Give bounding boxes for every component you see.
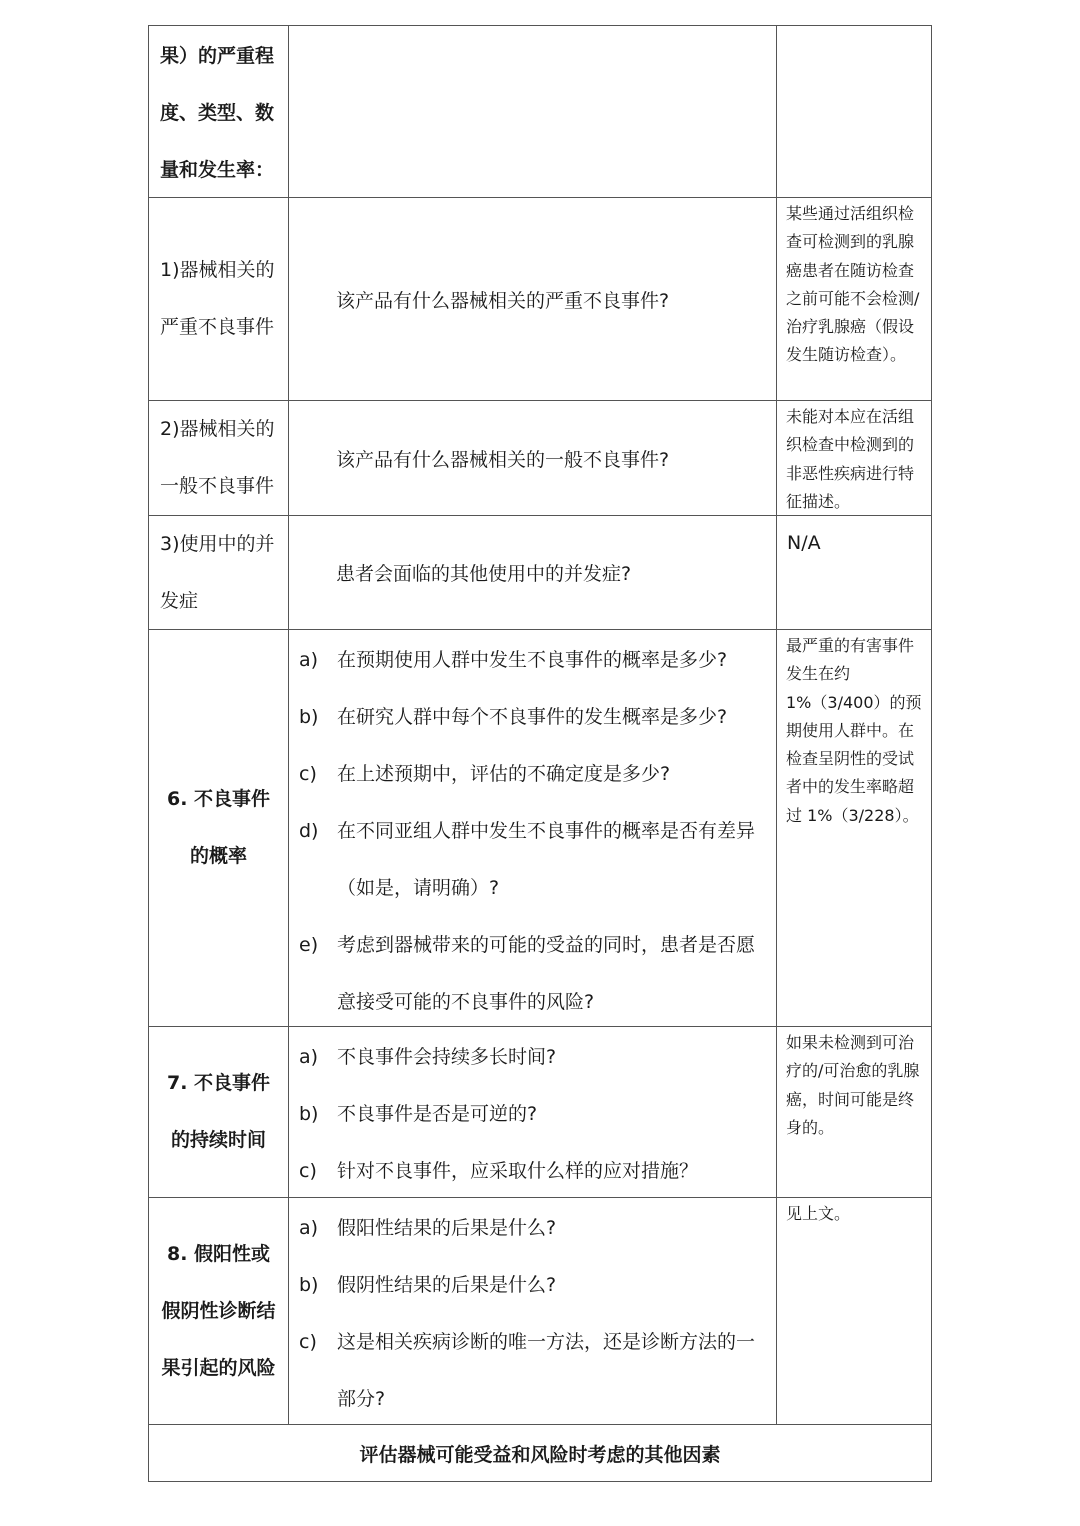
row-header: 3)使用中的并 发症 [149,516,289,629]
table-row-general-adverse [148,400,932,515]
table-row-severity [148,25,932,197]
row-header: 2)器械相关的 一般不良事件 [149,401,289,515]
question-cell [289,516,777,629]
note-cell: 某些通过活组织检查可检测到的乳腺癌患者在随访检查之前可能不会检测/治疗乳腺癌（假设发生随访检查）。 [786,204,920,365]
row-header: 8. 假阳性或 假阴性诊断结 果引起的风险 [149,1198,289,1424]
note-cell: 最严重的有害事件发生在约 1%（3/400）的预期使用人群中。在检查呈阴性的受试者中的发生率略超过 1%（3/228）。 [786,636,922,825]
row-header: 果）的严重程 度、类型、数 量和发生率： [149,26,289,197]
question-cell [289,401,777,515]
list-item: c) 在上述预期中，评估的不确定度是多少? [299,763,671,785]
table-row-footer [148,1424,932,1482]
table-row-serious-adverse [148,197,932,400]
note-cell: N/A [787,532,821,554]
note-cell [777,26,931,197]
row-header: 1)器械相关的 严重不良事件 [149,198,289,400]
list-item: a) 假阳性结果的后果是什么? [299,1217,557,1239]
question-list [289,1198,777,1424]
table-row-false-results [148,1197,932,1424]
list-item: d) 在不同亚组人群中发生不良事件的概率是否有差异（如是，请明确）? [299,820,756,899]
row-header: 7. 不良事件 的持续时间 [149,1027,289,1197]
question-text: 该产品有什么器械相关的严重不良事件? [336,289,670,312]
table-row-duration [148,1026,932,1197]
question-cell [289,26,777,197]
list-item: b) 不良事件是否是可逆的? [299,1103,538,1125]
note-cell: 如果未检测到可治疗的/可治愈的乳腺癌，时间可能是终身的。 [786,1033,920,1137]
list-item: e) 考虑到器械带来的可能的受益的同时，患者是否愿意接受可能的不良事件的风险? [299,934,756,1013]
list-item: c) 针对不良事件，应采取什么样的应对措施？ [299,1160,699,1182]
question-list [289,1027,777,1197]
question-cell [289,198,777,400]
question-list [289,630,777,1026]
list-item: b) 假阴性结果的后果是什么? [299,1274,557,1296]
list-item: b) 在研究人群中每个不良事件的发生概率是多少? [299,706,728,728]
table-row-probability [148,629,932,1026]
table-row-complications [148,515,932,629]
list-item: a) 不良事件会持续多长时间? [299,1046,557,1068]
note-cell: 见上文。 [786,1204,851,1223]
section-heading: 评估器械可能受益和风险时考虑的其他因素 [359,1443,721,1466]
note-cell: 未能对本应在活组织检查中检测到的非恶性疾病进行特征描述。 [786,407,915,511]
question-text: 患者会面临的其他使用中的并发症? [336,563,632,585]
question-text: 该产品有什么器械相关的一般不良事件? [336,448,670,471]
row-header: 6. 不良事件 的概率 [149,630,289,1026]
list-item: a) 在预期使用人群中发生不良事件的概率是多少? [299,649,728,671]
list-item: c) 这是相关疾病诊断的唯一方法，还是诊断方法的一部分? [299,1331,756,1410]
